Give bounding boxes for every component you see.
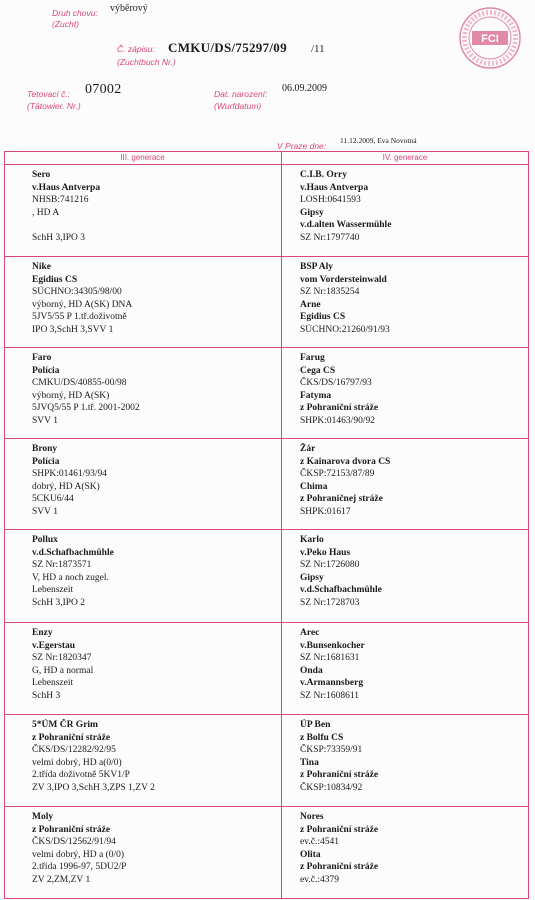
kennel-name: z Pohraniční stráže [300,824,379,835]
pedigree-cell-right [300,169,525,245]
registration-label: Č. zápisu: [117,44,155,54]
fci-logo-icon [458,6,522,70]
kennel-name: z Bolfu CS [300,732,344,743]
dog-detail: SHPK:01461/93/94 [32,469,107,480]
dog-name: Pollux [32,535,58,545]
dog-detail: Lebenszeit [32,678,74,689]
dog-detail: výborný, HD A(SK) DNA [32,299,133,310]
tattoo-label-de: (Tätowier. Nr.) [27,101,81,111]
dog-name: Nike [32,262,51,272]
table-right-border [528,151,529,898]
dog-detail: SchH 3,IPO 3 [32,232,86,243]
kennel-name: Polícia [32,365,60,376]
dog-detail: 2.třída doživotně 5KV1/P [32,770,130,781]
dog-detail: ZV 3,IPO 3,SchH 3,ZPS 1,ZV 2 [32,782,155,793]
column-header-fourth-generation: IV. generace [382,153,428,162]
dog-detail: SZ Nr:1681631 [300,653,360,664]
dog-detail: G, HD a normal [32,665,94,676]
pedigree-cell-left [32,534,277,610]
dog-detail: 5JVQ5/55 P 1.tř. 2001-2002 [32,403,140,414]
dog-detail: SZ Nr:1873571 [32,560,92,571]
dog-detail: 5JV5/55 P 1.tř.doživotně [32,312,127,323]
dog-name: Sero [32,170,51,180]
dog-detail: Tina [300,757,319,768]
dog-detail: , HD A [32,207,60,218]
dog-detail: výborný, HD A(SK) [32,390,110,401]
dog-name: BSP Aly [300,262,333,272]
dog-detail: SVV 1 [32,415,58,426]
dog-detail: IPO 3,SchH 3,SVV 1 [32,324,114,335]
dog-name: Arec [300,628,320,638]
dog-detail: ČKS/DS/12562/91/94 [32,837,116,848]
dog-detail: Olita [300,849,321,860]
dog-detail: ZV 2,ZM,ZV 1 [32,874,91,885]
dog-name: Brony [32,444,58,454]
pedigree-cell-left [32,352,277,428]
dog-detail: SZ Nr:1820347 [32,653,92,664]
dog-detail [32,219,277,232]
dog-detail: velmi dobrý, HD a(0/0) [32,757,122,768]
pedigree-cell-right [300,719,525,795]
dog-detail: Gipsy [300,572,324,583]
registration-number: CMKU/DS/75297/09 [168,40,287,55]
dog-detail: Lebenszeit [32,585,74,596]
birth-date-value: 06.09.2009 [282,83,327,94]
row-divider [4,164,529,165]
pedigree-cell-right [300,443,525,519]
dog-detail: ČKSP:10834/92 [300,782,363,793]
dog-name: Enzy [32,628,53,638]
column-header-third-generation: III. generace [120,153,165,162]
dog-detail: CMKU/DS/40855-00/98 [32,378,127,389]
dog-detail: ČKSP:72153/87/89 [300,469,375,480]
dog-detail: 2.třída 1996-97, 5DU2/P [32,862,127,873]
dog-name: ÚP Ben [300,720,331,730]
pedigree-cell-left [32,627,277,703]
kennel-name: Polícia [32,456,60,467]
kennel-name: Egidius CS [32,274,78,285]
row-divider [4,898,529,899]
dog-detail: ČKS/DS/16797/93 [300,378,372,389]
column-divider [281,151,282,898]
dog-detail: Fatyma [300,390,332,401]
dog-detail: SZ Nr:1835254 [300,287,360,298]
dog-detail: dobrý, HD A(SK) [32,481,100,492]
kennel-name: z Pohraniční stráže [32,824,111,835]
tattoo-label: Tetovací č.: [27,89,71,99]
tattoo-number: 07002 [85,82,122,97]
registration-label-de: (Zuchtbuch Nr.) [117,57,176,67]
kennel-name: v.Bunsenkocher [300,640,365,651]
kennel-name: v.d.Schafbachmühle [32,547,114,558]
dog-detail: ev.č.:4379 [300,874,339,885]
pedigree-cell-right [300,811,525,887]
kennel-name: z Kainarova dvora CS [300,456,391,467]
dog-detail: NHSB:741216 [32,195,89,206]
kennel-name: v.Haus Antverpa [300,182,369,193]
pedigree-cell-left [32,169,277,245]
dog-detail: SHPK:01463/90/92 [300,415,375,426]
row-divider [4,256,529,257]
dog-detail: 5CKU6/44 [32,494,74,505]
dog-detail: v.d.Schafbachmühle [300,585,382,596]
dog-detail: SchH 3 [32,690,61,701]
dog-detail: Arne [300,299,321,310]
dog-detail: Egidius CS [300,312,346,323]
pedigree-cell-left [32,443,277,519]
birth-date-label-de: (Wurfdatum) [214,101,262,111]
dog-name: Žár [300,444,316,454]
dog-detail: ČKSP:73359/91 [300,745,363,756]
table-left-border [4,151,5,898]
dog-name: Farug [300,353,325,363]
dog-detail: SZ Nr:1726080 [300,560,360,571]
dog-detail: SchH 3,IPO 2 [32,597,86,608]
pedigree-cell-right [300,534,525,610]
dog-name: Faro [32,353,52,363]
kennel-name: v.Peko Haus [300,547,351,558]
dog-detail: ev.č.:4541 [300,837,339,848]
dog-detail: SÚCHNO:34305/98/00 [32,287,122,298]
pedigree-cell-right [300,261,525,337]
table-top-border [4,151,529,152]
issued-value: 11.12.2009, Eva Novotná [340,136,417,145]
kennel-name: v.Egerstau [32,640,76,651]
dog-detail: SZ Nr:1797740 [300,232,360,243]
dog-detail: Onda [300,665,323,676]
dog-detail: SHPK:01617 [300,506,351,517]
dog-name: Nores [300,812,324,822]
dog-detail: V, HD a noch zugel. [32,572,109,583]
row-divider [4,806,529,807]
row-divider [4,529,529,530]
dog-detail: ČKS/DS/12282/92/95 [32,745,116,756]
dog-detail: Chima [300,481,328,492]
dog-detail: z Pohraniční stráže [300,770,379,781]
dog-detail: v.Armannsberg [300,678,364,689]
breed-type-label-de: (Zucht) [52,19,79,29]
dog-detail: LOSH:0641593 [300,195,361,206]
breed-type-value: výběrový [110,3,148,14]
issued-label: V Praze dne: [277,141,327,151]
dog-detail: SZ Nr:1608611 [300,690,360,701]
row-divider [4,622,529,623]
row-divider [4,714,529,715]
dog-detail: v.d.alten Wassermühle [300,220,392,231]
dog-detail: SVV 1 [32,506,58,517]
dog-detail: velmi dobrý, HD a (0/0) [32,849,125,860]
pedigree-cell-left [32,811,277,887]
dog-name: 5*ÚM ČR Grim [32,720,98,730]
dog-detail: SZ Nr:1728703 [300,597,360,608]
dog-detail: z Pohraniční stráže [300,403,379,414]
pedigree-cell-left [32,261,277,337]
dog-name: C.I.B. Orry [300,170,347,180]
kennel-name: v.Haus Antverpa [32,182,101,193]
breed-type-label: Druh chovu: [52,8,98,18]
dog-detail: z Pohraničnej stráže [300,494,383,505]
registration-suffix: /11 [311,43,325,55]
pedigree-cell-left [32,719,277,795]
pedigree-table [4,151,529,898]
pedigree-cell-right [300,627,525,703]
pedigree-cell-right [300,352,525,428]
kennel-name: z Pohraniční stráže [32,732,111,743]
birth-date-label: Dat. narození: [214,89,268,99]
kennel-name: Cega CS [300,365,336,376]
dog-detail: SÚCHNO:21260/91/93 [300,324,390,335]
row-divider [4,438,529,439]
dog-detail: Gipsy [300,207,324,218]
dog-name: Moly [32,812,54,822]
row-divider [4,347,529,348]
dog-detail: z Pohraniční stráže [300,862,379,873]
svg-text:FCI: FCI [481,33,499,45]
dog-name: Karlo [300,535,324,545]
kennel-name: vom Vordersteinwald [300,274,387,285]
